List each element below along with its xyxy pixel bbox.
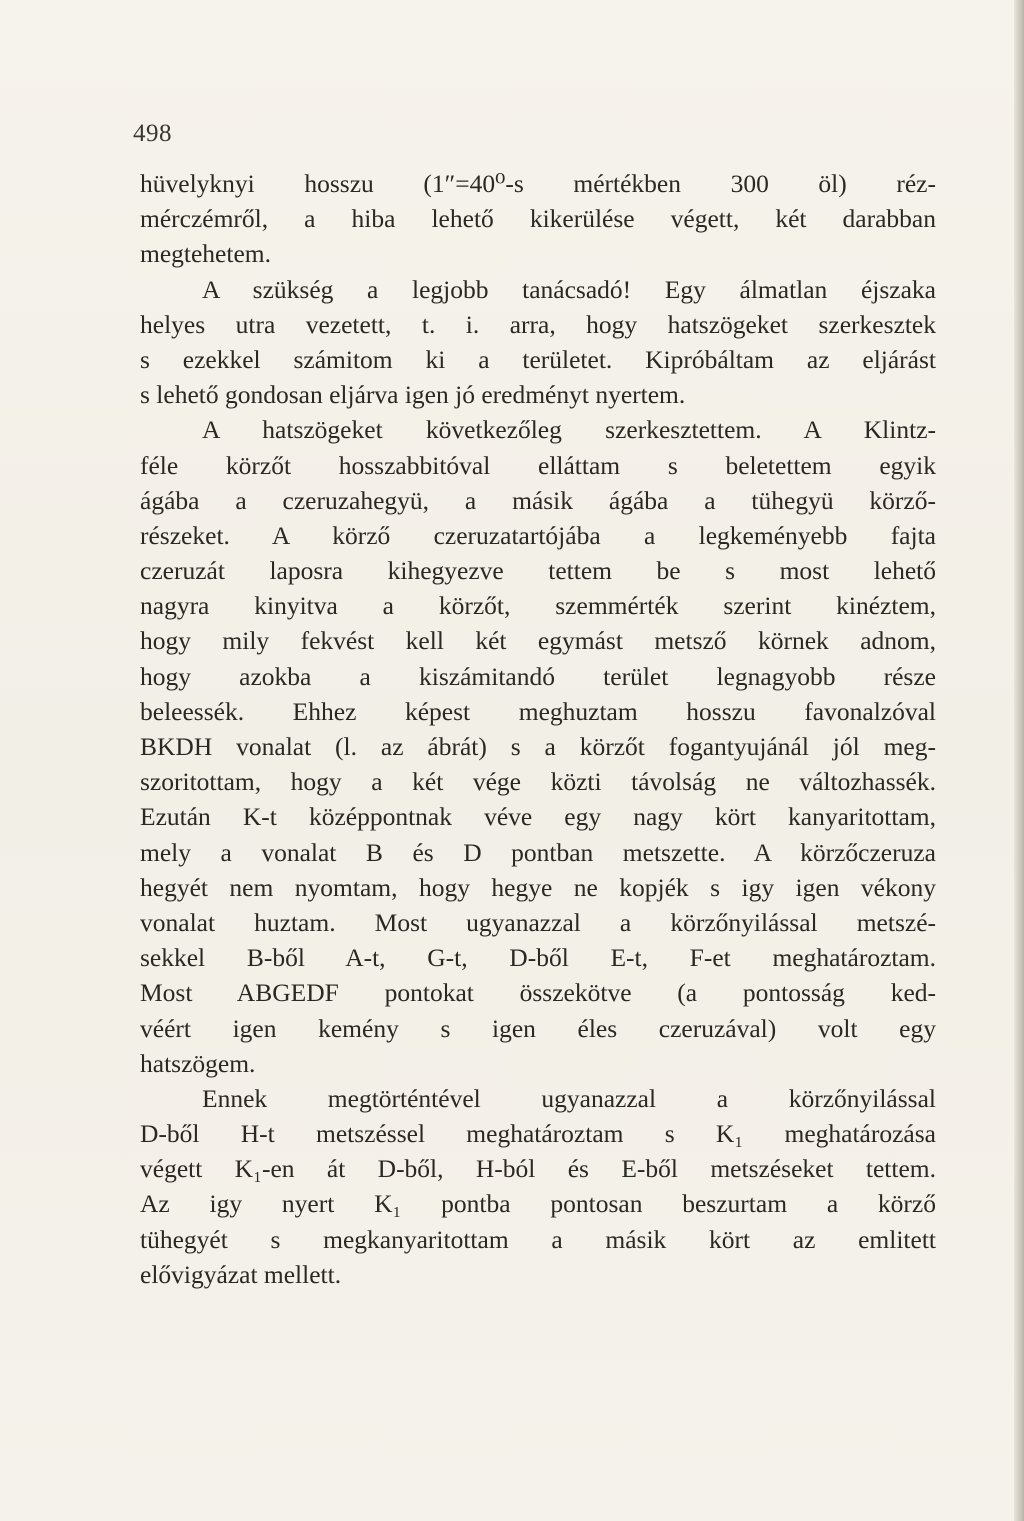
text-line: Ezután K-t középpontnak véve egy nagy kört kanyaritottam, (140, 802, 936, 832)
text-line: s ezekkel számitom ki a területet. Kipróbáltam az eljárást (140, 344, 936, 374)
text-line: hogy mily fekvést kell két egymást metsző körnek adnom, (140, 626, 936, 656)
text-line: hogy azokba a kiszámitandó terület legnagyobb része (140, 661, 936, 691)
text-line: mely a vonalat B és D pontban metszette. A körzőczeruza (140, 837, 936, 867)
text-line: hüvelyknyi hosszu (1″=40⁰-s mértékben 300 öl) réz- (140, 169, 936, 198)
page-edge (1014, 0, 1024, 1521)
text-line: részeket. A körző czeruzatartójába a legkeményebb fajta (140, 520, 936, 550)
text-line: ágába a czeruzahegyü, a másik ágába a tühegyü körző- (140, 485, 936, 515)
text-line: Az igy nyert K₁ pontba pontosan beszurtam a körző (140, 1189, 936, 1219)
text-line: végett K₁-en át D-ből, H-ból és E-ből metszéseket tettem. (140, 1154, 936, 1184)
text-line: D-ből H-t metszéssel meghatároztam s K₁ meghatározása (140, 1119, 936, 1149)
text-line: s lehető gondosan eljárva igen jó eredményt nyertem. (140, 380, 686, 410)
page-number: 498 (133, 120, 172, 147)
text-line: vonalat huztam. Most ugyanazzal a körzőnyilással metszé- (140, 907, 936, 937)
text-line: czeruzát laposra kihegyezve tettem be s most lehető (140, 556, 936, 586)
text-line: hegyét nem nyomtam, hogy hegye ne kopjék s igy igen vékony (140, 872, 936, 902)
text-line: elővigyázat mellett. (140, 1259, 342, 1289)
text-line: mérczémről, a hiba lehető kikerülése végett, két darabban (140, 204, 936, 234)
text-line: véért igen kemény s igen éles czeruzával) volt egy (140, 1013, 936, 1043)
text-line: hatszögem. (140, 1048, 256, 1078)
text-line: A szükség a legjobb tanácsadó! Egy álmatlan éjszaka (202, 274, 936, 304)
text-line: megtehetem. (140, 239, 271, 269)
text-line: szoritottam, hogy a két vége közti távolság ne változhassék. (140, 767, 936, 797)
text-line: helyes utra vezetett, t. i. arra, hogy hatszögeket szerkesztek (140, 309, 936, 339)
text-line: Most ABGEDF pontokat összekötve (a pontosság ked- (140, 978, 936, 1008)
text-line: BKDH vonalat (l. az ábrát) s a körzőt fogantyujánál jól meg- (140, 732, 936, 761)
text-line: sekkel B-ből A-t, G-t, D-ből E-t, F-et meghatároztam. (140, 943, 936, 973)
text-line: tühegyét s megkanyaritottam a másik kört az emlitett (140, 1224, 936, 1254)
text-line: A hatszögeket következőleg szerkesztettem. A Klintz- (202, 415, 936, 445)
text-line: beleessék. Ehhez képest meghuztam hosszu favonalzóval (140, 696, 936, 726)
text-line: féle körzőt hosszabbitóval elláttam s beletettem egyik (140, 450, 936, 480)
text-line: Ennek megtörténtével ugyanazzal a körzőnyilással (202, 1083, 936, 1113)
body-text (140, 166, 936, 1292)
text-line: nagyra kinyitva a körzőt, szemmérték szerint kinéztem, (140, 591, 936, 621)
